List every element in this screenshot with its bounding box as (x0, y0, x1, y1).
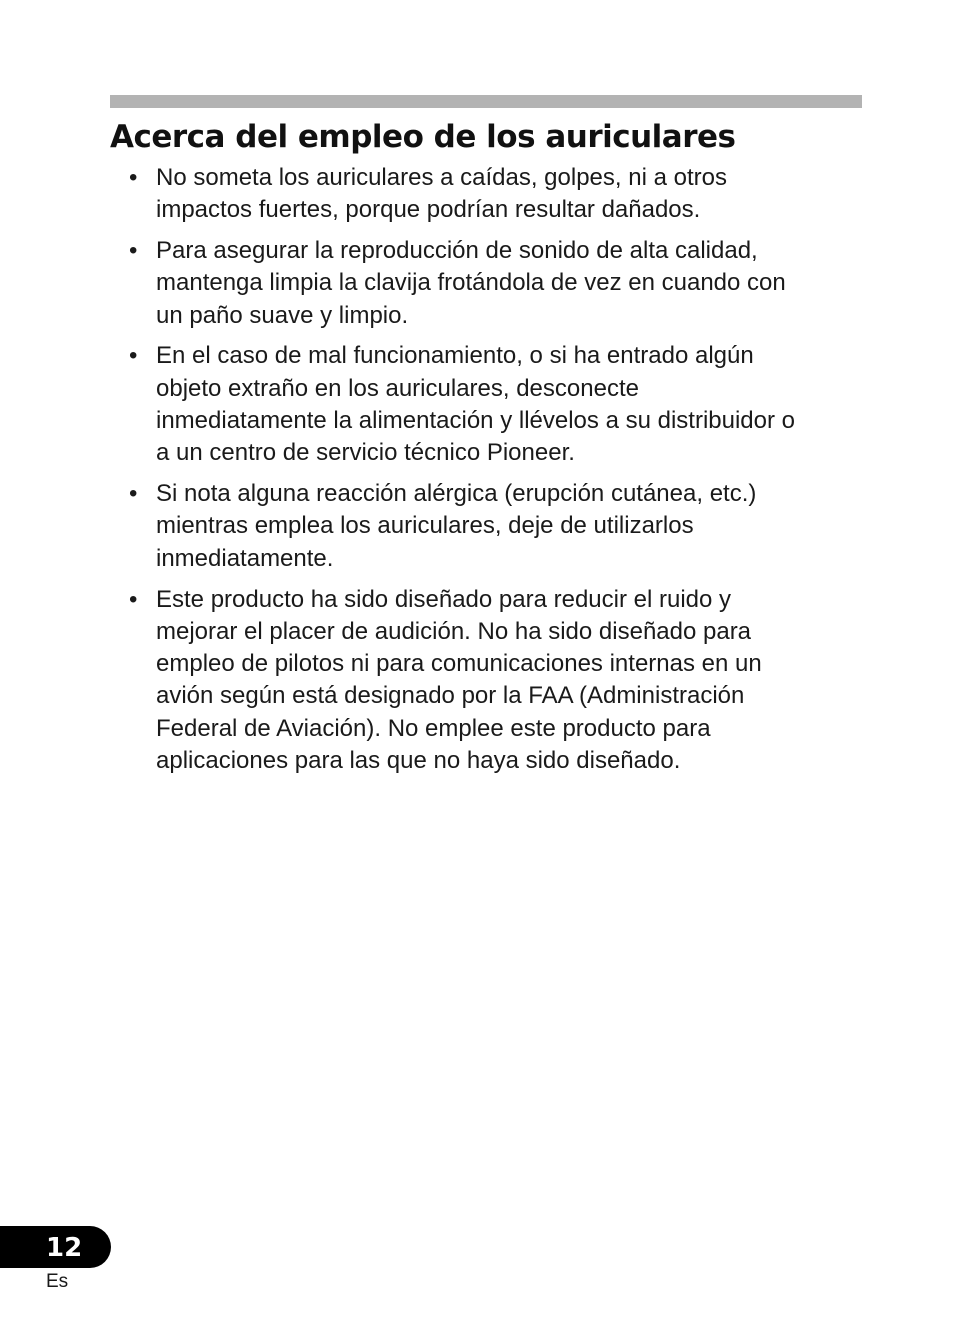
list-item-text (156, 340, 862, 469)
list-item-text (156, 478, 862, 575)
text-line: inmediatamente la alimentación y llévelos a su distribuidor o (156, 407, 795, 435)
text-line: Si nota alguna reacción alérgica (erupción cutánea, etc.) (156, 480, 757, 508)
text-line: Federal de Aviación). No emplee este producto para (156, 714, 711, 742)
text-line: Este producto ha sido diseñado para reducir el ruido y (156, 585, 732, 613)
bullet-icon: • (129, 164, 138, 191)
language-code: Es (46, 1271, 69, 1292)
list-item (110, 162, 862, 227)
text-line: un paño suave y limpio. (156, 301, 409, 329)
list-item (110, 478, 862, 575)
list-item (110, 584, 862, 778)
page-number: 12 (46, 1233, 83, 1263)
text-line: inmediatamente. (156, 544, 334, 572)
bullet-icon: • (129, 237, 138, 265)
bullet-icon: • (129, 480, 138, 508)
text-line: aplicaciones para las que no haya sido diseñado. (156, 747, 681, 775)
text-line: a un centro de servicio técnico Pioneer. (156, 439, 575, 467)
list-item (110, 340, 862, 469)
text-line: objeto extraño en los auriculares, desconecte (156, 374, 639, 402)
text-line: empleo de pilotos ni para comunicaciones internas en un (156, 650, 762, 678)
bullet-icon: • (129, 342, 138, 370)
text-line: mientras emplea los auriculares, deje de utilizarlos (156, 512, 694, 540)
bullet-list (110, 162, 862, 786)
text-line: mejorar el placer de audición. No ha sido diseñado para (156, 617, 752, 645)
text-line: avión según está designado por la FAA (Administración (156, 682, 745, 710)
section-title: Acerca del empleo de los auriculares (110, 119, 736, 155)
list-item (110, 235, 862, 332)
list-item-text (156, 162, 862, 227)
list-item-text (156, 584, 862, 778)
bullet-icon: • (129, 585, 138, 613)
section-header-bar (110, 95, 862, 108)
list-item-text (156, 235, 862, 332)
text-line: impactos fuertes, porque podrían resultar dañados. (156, 196, 701, 224)
text-line: No someta los auriculares a caídas, golpes, ni a otros (156, 164, 727, 191)
text-line: Para asegurar la reproducción de sonido de alta calidad, (156, 237, 758, 265)
text-line: mantenga limpia la clavija frotándola de vez en cuando con (156, 269, 786, 297)
text-line: En el caso de mal funcionamiento, o si ha entrado algún (156, 342, 754, 370)
